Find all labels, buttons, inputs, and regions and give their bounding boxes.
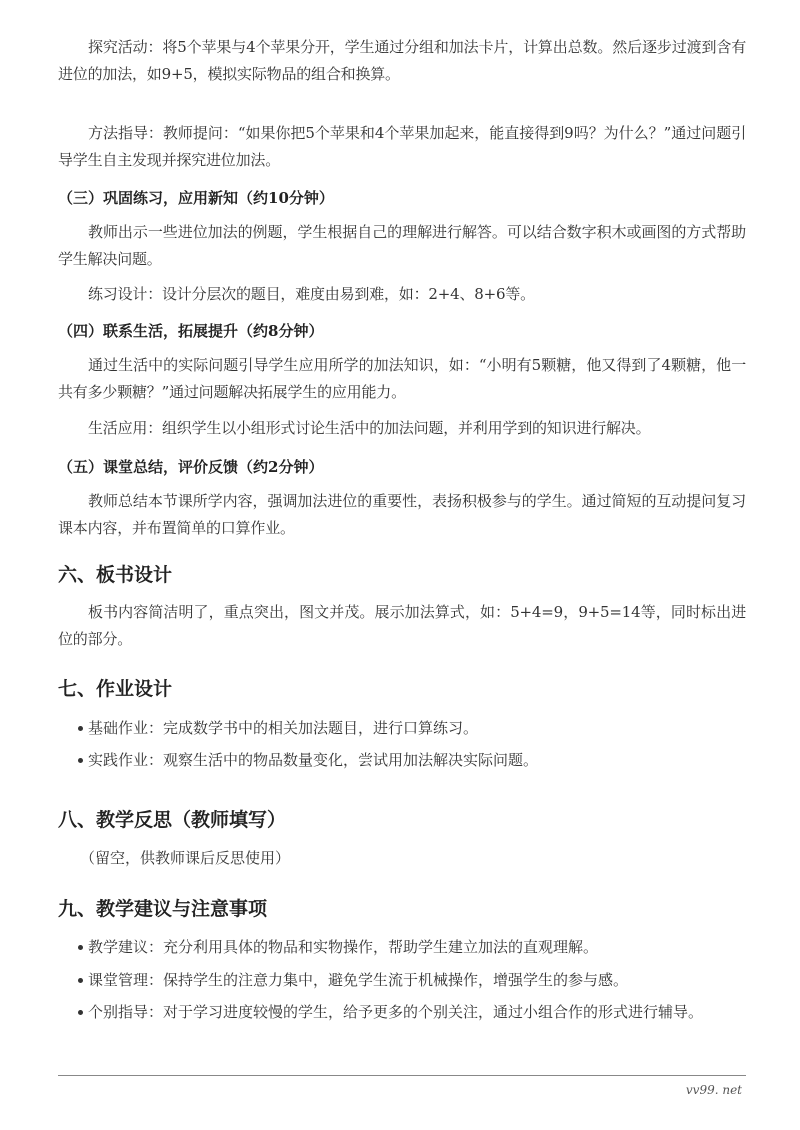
footer-site: vv99. net: [685, 1083, 742, 1097]
list-item: 课堂管理：保持学生的注意力集中，避免学生流于机械操作，增强学生的参与感。: [78, 969, 746, 991]
document-body: [58, 34, 746, 1023]
bullet-icon: [78, 1010, 83, 1015]
paragraph-method-guidance: 方法指导：教师提问：“如果你把5个苹果和4个苹果加起来，能直接得到9吗？为什么？”通过问题引导学生自主发现并探究进位加法。: [58, 124, 746, 169]
paragraph-practice: 教师出示一些进位加法的例题，学生根据自己的理解进行解答。可以结合数字积木或画图的方式帮助学生解决问题。: [58, 223, 746, 268]
bullet-icon: [78, 726, 83, 731]
list-item: 个别指导：对于学习进度较慢的学生，给予更多的个别关注，通过小组合作的形式进行辅导。: [78, 1001, 746, 1023]
subheading-life: （四）联系生活，拓展提升（约8分钟）: [58, 322, 324, 340]
paragraph-inquiry-activity: 探究活动：将5个苹果与4个苹果分开，学生通过分组和加法卡片，计算出总数。然后逐步过渡到含有进位的加法，如9+5，模拟实际物品的组合和换算。: [58, 38, 746, 83]
heading-homework: 七、作业设计: [58, 678, 173, 700]
paragraph-life-problems: 通过生活中的实际问题引导学生应用所学的加法知识，如：“小明有5颗糖，他又得到了4颗糖，他一共有多少颗糖？”通过问题解决拓展学生的应用能力。: [58, 356, 746, 401]
paragraph-exercise-design: 练习设计：设计分层次的题目，难度由易到难，如：2+4、8+6等。: [88, 285, 535, 303]
watermark: vv99.net: [380, 1016, 641, 1081]
heading-reflection: 八、教学反思（教师填写）: [58, 809, 287, 831]
paragraph-life-application: 生活应用：组织学生以小组形式讨论生活中的加法问题，并利用学到的知识进行解决。: [88, 419, 651, 437]
list-item: 实践作业：观察生活中的物品数量变化，尝试用加法解决实际问题。: [78, 749, 746, 771]
subheading-summary: （五）课堂总结，评价反馈（约2分钟）: [58, 458, 324, 476]
list-item: 教学建议：充分利用具体的物品和实物操作，帮助学生建立加法的直观理解。: [78, 936, 746, 958]
paragraph-board-design: 板书内容简洁明了，重点突出，图文并茂。展示加法算式，如：5+4=9，9+5=14等，同时标出进位的部分。: [58, 603, 746, 648]
subheading-practice: （三）巩固练习，应用新知（约10分钟）: [58, 189, 334, 207]
paragraph-summary: 教师总结本节课所学内容，强调加法进位的重要性，表扬积极参与的学生。通过简短的互动提问复习课本内容，并布置简单的口算作业。: [58, 492, 746, 537]
reflection-note: （留空，供教师课后反思使用）: [80, 849, 291, 867]
footer-divider: [58, 1075, 746, 1076]
bullet-icon: [78, 978, 83, 983]
heading-board-design: 六、板书设计: [58, 564, 173, 586]
list-item: 基础作业：完成数学书中的相关加法题目，进行口算练习。: [78, 717, 746, 739]
bullet-icon: [78, 945, 83, 950]
bullet-icon: [78, 758, 83, 763]
heading-suggestions: 九、教学建议与注意事项: [58, 898, 268, 920]
